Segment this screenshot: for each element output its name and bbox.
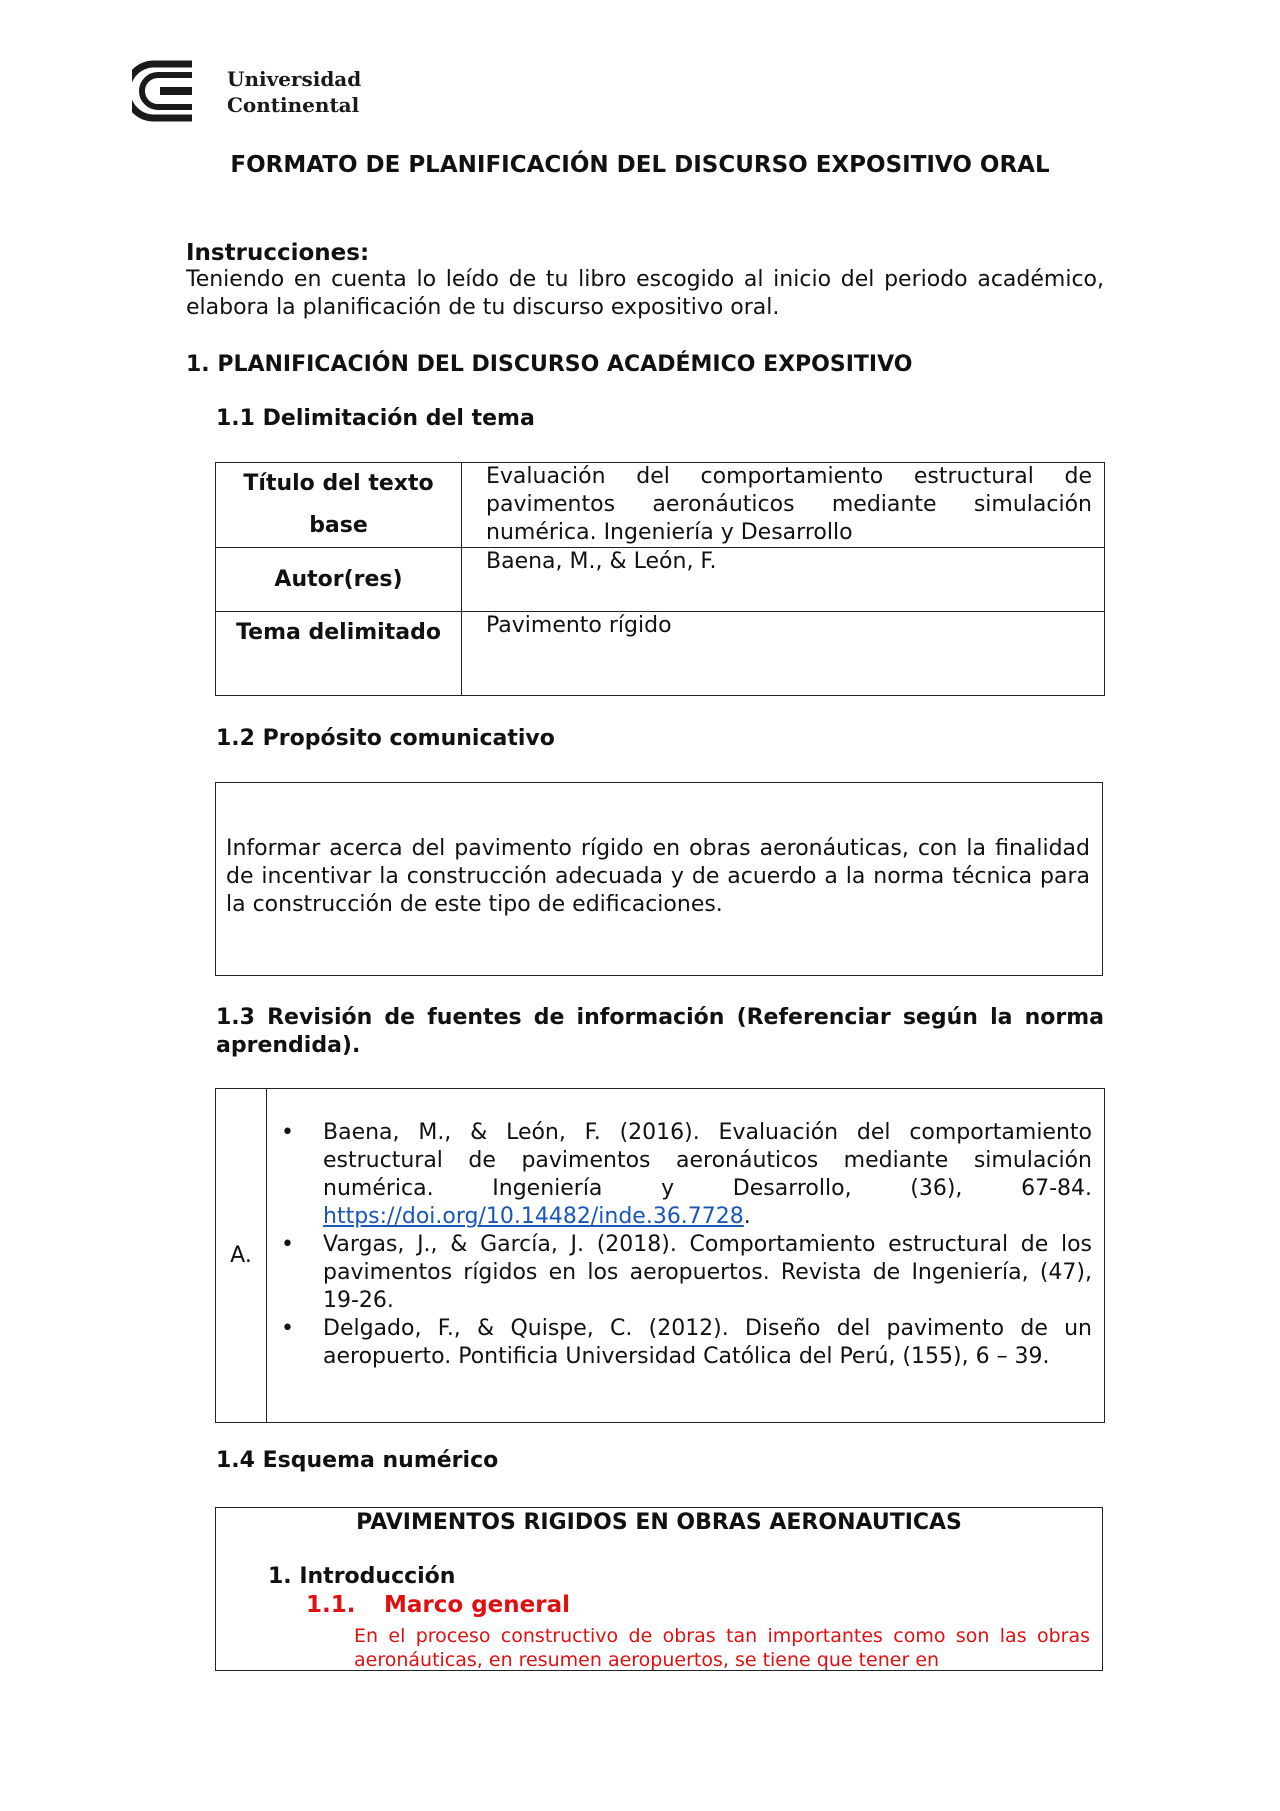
list-item: • Delgado, F., & Quispe, C. (2012). Diseño del pavimento de un aeropuerto. Pontificia Universidad Católica del Perú, (155), 6 – 39.: [281, 1316, 1092, 1369]
list-item: • Baena, M., & León, F. (2016). Evaluación del comportamiento estructural de pavimentos aeronáuticos mediante simulación numérica. Ingeniería y Desarrollo, (36), 67-84. https://doi.org/10.14482/inde.36.7728.: [281, 1120, 1092, 1229]
row-label: Autor(res): [216, 548, 462, 612]
row-value: Baena, M., & León, F.: [462, 548, 1105, 612]
outline-item-1: 1. Introducción: [268, 1564, 456, 1589]
row-label: Tema delimitado: [216, 612, 462, 696]
section-1-1-heading: 1.1 Delimitación del tema: [216, 406, 535, 431]
row-value: Evaluación del comportamiento estructural de pavimentos aeronáuticos mediante simulación numérica. Ingeniería y Desarrollo: [462, 463, 1105, 548]
outline-subitem: 1.1. Marco general: [306, 1592, 570, 1618]
page-title: FORMATO DE PLANIFICACIÓN DEL DISCURSO EXPOSITIVO ORAL: [230, 152, 1050, 178]
section-1-heading: 1. PLANIFICACIÓN DEL DISCURSO ACADÉMICO EXPOSITIVO: [186, 352, 913, 377]
doi-link[interactable]: https://doi.org/10.14482/inde.36.7728: [323, 1204, 744, 1229]
section-1-4-heading: 1.4 Esquema numérico: [216, 1448, 499, 1473]
reference-list: [267, 1119, 1092, 1371]
outline-paragraph: En el proceso constructivo de obras tan importantes como son las obras aeronáuticas, en resumen aeropuertos, se tiene que tener en: [354, 1625, 1090, 1671]
table-row: [216, 463, 1105, 548]
topic-table: [215, 462, 1105, 696]
outline-box: [215, 1507, 1103, 1671]
section-1-2-heading: 1.2 Propósito comunicativo: [216, 726, 555, 751]
outline-title: PAVIMENTOS RIGIDOS EN OBRAS AERONAUTICAS: [356, 1510, 962, 1535]
instructions-heading: Instrucciones:: [186, 240, 370, 266]
row-value: Pavimento rígido: [462, 612, 1105, 696]
row-label: Título del texto base: [216, 463, 462, 548]
table-row: [216, 548, 1105, 612]
section-1-3-heading: 1.3 Revisión de fuentes de información (Referenciar según la norma aprendida).: [216, 1005, 1104, 1058]
sources-table: [215, 1088, 1105, 1423]
table-row: [216, 612, 1105, 696]
instructions-text: Teniendo en cuenta lo leído de tu libro escogido al inicio del periodo académico, elabora la planificación de tu discurso expositivo oral.: [186, 267, 1104, 320]
list-item: • Vargas, J., & García, J. (2018). Comportamiento estructural de los pavimentos rígidos en los aeropuertos. Revista de Ingeniería, (47), 19-26.: [281, 1232, 1092, 1313]
sources-label: A.: [216, 1089, 267, 1423]
logo-wordmark: Universidad Continental: [227, 67, 362, 117]
purpose-box: [215, 782, 1103, 976]
purpose-text: Informar acerca del pavimento rígido en obras aeronáuticas, con la finalidad de incentivar la construcción adecuada y de acuerdo a la norma técnica para la construcción de este tipo de edificaciones.: [226, 836, 1090, 917]
